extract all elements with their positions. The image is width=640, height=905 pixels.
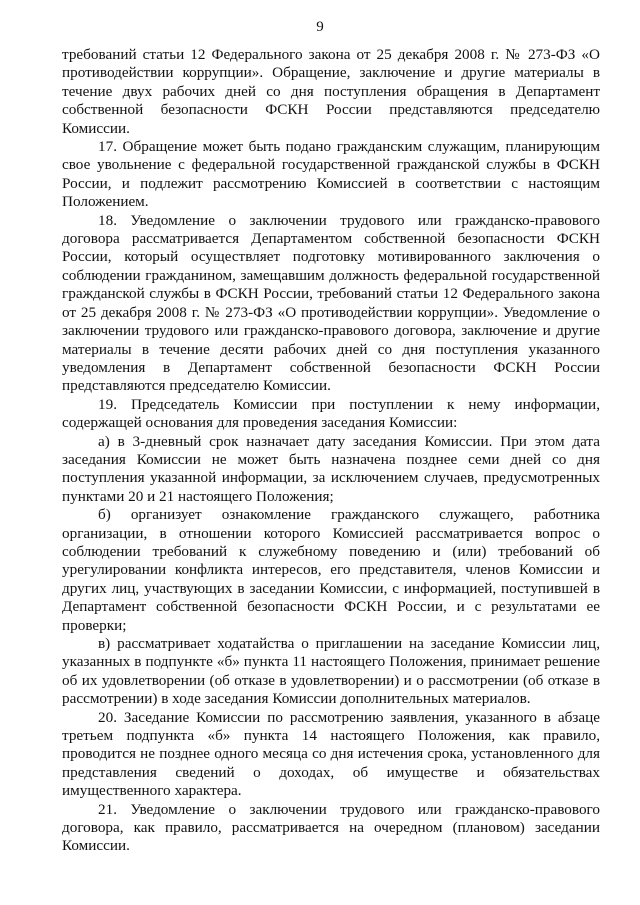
paragraph-17: 17. Обращение может быть подано гражданским служащим, планирующим свое увольнение с федеральной государственной гражданской службы в ФСКН России, и подлежит рассмотрению Комиссией в соответствии с настоящим Положением. [62, 138, 600, 211]
paragraph-19: 19. Председатель Комиссии при поступлении к нему информации, содержащей основания для проведения заседания Комиссии: [62, 395, 600, 432]
subparagraph-19-b: б) организует ознакомление гражданского служащего, работника организации, в отношении которого Комиссией рассматривается вопрос о соблюдении требований к служебному поведению и (или) требований об урегулировании конфликта интересов, его представителя, членов Комиссии и других лиц, участвующих в заседании Комиссии, с информацией, поступившей в Департамент собственной безопасности ФСКН России, и с результатами ее проверки; [62, 506, 600, 634]
document-body [62, 46, 600, 856]
paragraph-21: 21. Уведомление о заключении трудового или гражданско-правового договора, как правило, рассматривается на очередном (плановом) заседании Комиссии. [62, 800, 600, 855]
subparagraph-19-a: а) в 3-дневный срок назначает дату заседания Комиссии. При этом дата заседания Комиссии не может быть назначена позднее семи дней со дня поступления указанной информации, за исключением случаев, предусмотренных пунктами 20 и 21 настоящего Положения; [62, 432, 600, 505]
page-number: 9 [316, 19, 324, 35]
paragraph-20: 20. Заседание Комиссии по рассмотрению заявления, указанного в абзаце третьем подпункта «б» пункта 14 настоящего Положения, как правило, проводится не позднее одного месяца со дня истечения срока, установленного для представления сведений о доходах, об имуществе и обязательствах имущественного характера. [62, 708, 600, 800]
paragraph-continuation: требований статьи 12 Федерального закона от 25 декабря 2008 г. № 273-ФЗ «О противодействии коррупции». Обращение, заключение и другие материалы в течение двух рабочих дней со дня поступления обращения в Департамент собственной безопасности ФСКН России представляются председателю Комиссии. [62, 46, 600, 137]
subparagraph-19-v: в) рассматривает ходатайства о приглашении на заседание Комиссии лиц, указанных в подпункте «б» пункта 11 настоящего Положения, принимает решение об их удовлетворении (об отказе в удовлетворении) и о рассмотрении (об отказе в рассмотрении) в ходе заседания Комиссии дополнительных материалов. [62, 635, 600, 708]
paragraph-18: 18. Уведомление о заключении трудового или гражданско-правового договора рассматривается Департаментом собственной безопасности ФСКН России, который осуществляет подготовку мотивированного заключения о соблюдении гражданином, замещавшим должность федеральной государственной гражданской службы в ФСКН России, требований статьи 12 Федерального закона от 25 декабря 2008 г. № 273-ФЗ «О противодействии коррупции». Уведомление о заключении трудового или гражданско-правового договора, заключение и другие материалы в течение десяти рабочих дней со дня поступления указанного уведомления в Департамент собственной безопасности ФСКН России представляются председателю Комиссии. [62, 211, 600, 395]
